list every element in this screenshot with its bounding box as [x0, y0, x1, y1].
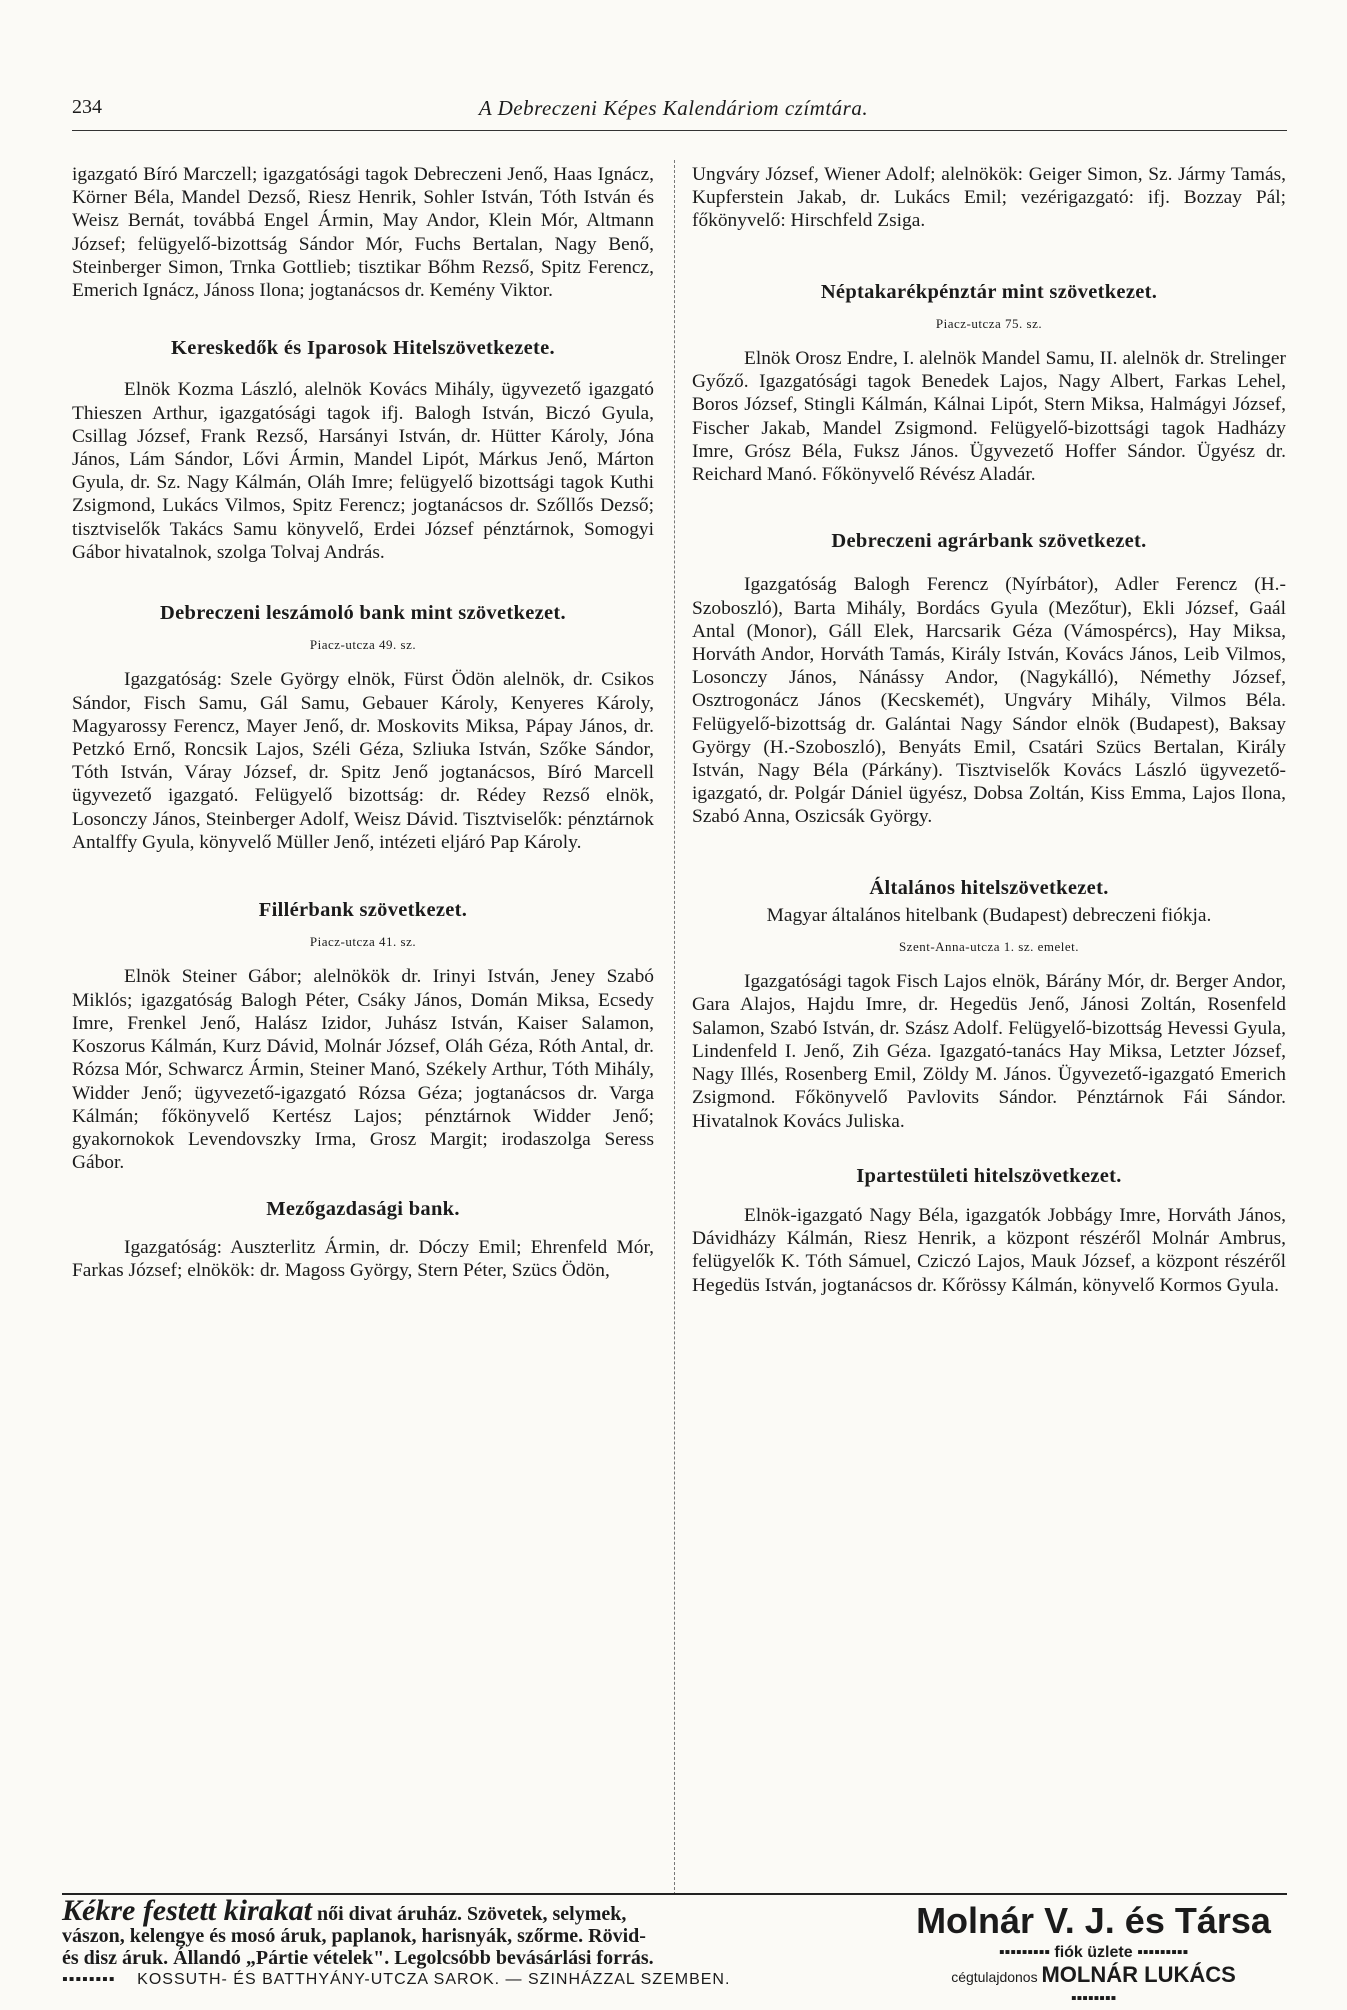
address-fillerbank: Piacz-utcza 41. sz. — [309, 934, 417, 950]
advert-line-3: és disz áruk. Állandó „Pártie vételek". Legolcsóbb bevásárlási forrás. — [62, 1947, 654, 1969]
advert-line-1-rest: női divat áruház. Szövetek, selymek, — [316, 1903, 627, 1925]
advert-dots-left: ▪▪▪▪▪▪▪▪ — [62, 1971, 116, 1988]
advert-line-4 — [62, 1969, 882, 1991]
subtitle-altalanos: Magyar általános hitelbank (Budapest) debreczeni fiókja. — [766, 904, 1212, 926]
advert-address: KOSSUTH- ÉS BATTHYÁNY-UTCZA SAROK. — SZINHÁZZAL SZEMBEN. — [137, 1971, 731, 1988]
advert-firm-block — [897, 1900, 1290, 2010]
section-title-ipartestuleti: Ipartestületi hitelszövetkezet. — [856, 1164, 1122, 1187]
advert-owner-label: cégtulajdonos — [951, 1969, 1038, 1985]
left-intro-text: igazgató Bíró Marczell; igazgatósági tagok Debreczeni Jenő, Haas Ignácz, Körner Béla, Mandel Dezső, Riesz Henrik, Sohler István, Tóth István és Weisz Bernát, továbbá Engel Ármin, May Andor, Klein Mór, Altmann József; felügyelő-bizottság Sándor Mór, Fuchs Bertalan, Nagy Benő, Steinberger Simon, Trnka Gottlieb; tisztikar Bőhm Rezső, Spitz Ferencz, Emerich Ignácz, Jánoss Ilona; jogtanácsos dr. Kemény Viktor. — [72, 164, 654, 302]
advert-lead: Kékre festett kirakat — [62, 1894, 312, 1927]
section-text-fillerbank: Elnök Steiner Gábor; alelnökök dr. Irinyi István, Jeney Szabó Miklós; igazgatóság Balogh Péter, Csáky János, Domán Miksa, Ecsedy Imre, Frenkel Jenő, Halász Izidor, Juhász István, Kaiser Salamon, Koszorus Kálmán, Kurz Dávid, Molnár József, Oláh Géza, Róth Antal, dr. Rózsa Mór, Schwarcz Ármin, Steiner Manó, Székely Arthur, Tóth Mihály, Widder Jenő; ügyvezető-igazgató Rózsa Géza; jogtanácsos dr. Varga Kálmán; főkönyvelő Kertész Lajos; pénztárnok Widder Jenő; gyakornokok Levendovszky Irma, Grosz Margit; irodaszolga Seress Gábor. — [72, 966, 654, 1174]
advert-firm-name: Molnár V. J. és Társa — [916, 1900, 1271, 1941]
advert-branch-line — [897, 1942, 1290, 1964]
section-text-kereskedok: Elnök Kozma László, alelnök Kovács Mihály, ügyvezető igazgató Thieszen Arthur, igazgatósági tagok ifj. Balogh István, Biczó Gyula, Csillag József, Frank Rezső, Harsányi István, dr. Hütter Károly, Jóna János, Lám Sándor, Lővi Ármin, Mandel Lipót, Márkus Jenő, Márton Gyula, dr. Sz. Nagy Kálmán, Oláh Imre; felügyelő bizottsági tagok Kuthi Zsigmond, Lukács Vilmos, Spitz Ferencz; jogtanácsos dr. Szőllős Dezső; tisztviselők Takács Samu könyvelő, Erdei József pénztárnok, Somogyi Gábor hivatalnok, szolga Tolvaj András. — [72, 379, 654, 563]
header-rule — [72, 130, 1287, 131]
left-column — [72, 163, 654, 1282]
advert-line-1 — [62, 1894, 882, 1927]
page-number: 234 — [72, 96, 102, 118]
running-title: A Debreczeni Képes Kalendáriom czímtára. — [478, 96, 869, 120]
section-text-agrarbank: Igazgatóság Balogh Ferencz (Nyírbátor), Adler Ferencz (H.-Szoboszló), Barta Mihály, Bordács Gyula (Mezőtur), Ekli József, Gaál Antal (Monor), Gáll Elek, Harcsarik Géza (Vámospércs), Hay Miksa, Horváth Andor, Horváth Tamás, Király István, Kovács János, Leib Vilmos, Losonczy János, Nánássy Andor, (Nagykálló), Némethy József, Osztrogonácz János (Kecskemét), Ungváry Mihály, Vilmos Béla. Felügyelő-bizottság dr. Galántai Nagy Sándor elnök (Budapest), Baksay György (H.-Szoboszló), Benyáts Emil, Csatári Szücs Bertalan, Király István, Nagy Béla (Párkány). Tisztviselők Kovács László ügyvezető-igazgató, dr. Polgár Dániel ügyész, Dobsa Zoltán, Kiss Emma, Lajos Ilona, Szabó Anna, Oszicsák György. — [692, 574, 1286, 828]
column-divider — [674, 160, 675, 1895]
advert-owner-line — [897, 1964, 1290, 1988]
advert-dots-branch-right: ▪▪▪▪▪▪▪▪▪ — [1137, 1944, 1189, 1961]
advert-dots-branch: ▪▪▪▪▪▪▪▪▪ — [998, 1944, 1050, 1961]
section-text-altalanos: Igazgatósági tagok Fisch Lajos elnök, Bárány Mór, dr. Berger Andor, Gara Alajos, Hajdu Imre, dr. Hegedüs Jenő, Jánosi Zoltán, Rosenfeld Salamon, Szabó István, dr. Szász Adolf. Felügyelő-bizottság Hevessi Gyula, Lindenfeld I. Jenő, Zih Géza. Igazgató-tanács Hay Miksa, Letzter József, Nagy Illés, Rosenberg Emil, Zöldy M. János. Ügyvezető-igazgató Emerich Zsigmond. Főkönyvelő Pavlovits Sándor. Pénztárnok Fái Sándor. Hivatalnok Kovács Juliska. — [692, 971, 1286, 1132]
section-title-mezogazdasagi: Mezőgazdasági bank. — [266, 1198, 460, 1221]
section-title-kereskedok: Kereskedők és Iparosok Hitelszövetkezete. — [171, 337, 555, 360]
advert-line-2: vászon, kelengye és mosó áruk, paplanok, harisnyák, szőrme. Rövid- — [62, 1925, 646, 1947]
right-column — [692, 163, 1286, 1297]
section-title-altalanos: Általános hitelszövetkezet. — [869, 876, 1109, 899]
advert-branch: fiók üzlete — [1054, 1944, 1133, 1961]
advert-text — [62, 1894, 882, 1991]
section-title-neptakarek: Néptakarékpénztár mint szövetkezet. — [820, 280, 1158, 303]
advert-dots-right: ▪▪▪▪▪▪▪▪ — [1070, 1990, 1117, 2007]
section-title-fillerbank: Fillérbank szövetkezet. — [258, 899, 468, 922]
section-text-mezogazdasagi: Igazgatóság: Auszterlitz Ármin, dr. Dóczy Emil; Ehrenfeld Mór, Farkas József; elnökök: dr. Magoss György, Stern Péter, Szücs Ödön, — [72, 1236, 654, 1281]
address-neptakarek: Piacz-utcza 75. sz. — [935, 315, 1043, 331]
address-altalanos: Szent-Anna-utcza 1. sz. emelet. — [898, 939, 1080, 955]
right-intro-text: Ungváry József, Wiener Adolf; alelnökök: Geiger Simon, Sz. Jármy Tamás, Kupferstein Jakab, dr. Lukács Emil; vezérigazgató: ifj. Bozzay Pál; főkönyvelő: Hirschfeld Zsiga. — [692, 164, 1286, 232]
section-text-ipartestuleti: Elnök-igazgató Nagy Béla, igazgatók Jobbágy Imre, Horváth János, Dávidházy Kálmán, Riesz Henrik, a központ részéről Molnár Ambrus, felügyelők K. Tóth Sámuel, Cziczó Lajos, Mauk József, a központ részéről Hegedüs István, jogtanácsos dr. Kőrössy Kálmán, könyvelő Kormos Gyula. — [692, 1204, 1286, 1296]
address-leszamolo: Piacz-utcza 49. sz. — [309, 637, 417, 653]
advertisement — [62, 1894, 1290, 2007]
section-title-leszamolo: Debreczeni leszámoló bank mint szövetkezet. — [160, 602, 566, 625]
section-text-neptakarek: Elnök Orosz Endre, I. alelnök Mandel Samu, II. alelnök dr. Strelinger Győző. Igazgatósági tagok Benedek Lajos, Nagy Albert, Farkas Lehel, Boros József, Stingli Kálmán, Kálnai Lipót, Stern Miksa, Halmágyi József, Fischer Jakab, Mandel Zsigmond. Felügyelő-bizottsági tagok Hadházy Imre, Grósz Béla, Fuksz János. Ügyvezető Hoffer Sándor. Ügyész dr. Reichard Manó. Főkönyvelő Révész Aladár. — [692, 348, 1286, 486]
section-text-leszamolo: Igazgatóság: Szele György elnök, Fürst Ödön alelnök, dr. Csikos Sándor, Fisch Samu, Gál Samu, Gebauer Károly, Kenyeres Károly, Magyarossy Ferencz, Mayer Jenő, dr. Moskovits Miksa, Pápay János, dr. Petzkó Ernő, Roncsik Lajos, Széli Géza, Szliuka István, Szőke Sándor, Tóth István, Váray József, dr. Spitz Jenő jogtanácsos, Bíró Marcell ügyvezető igazgató. Felügyelő bizottság: dr. Rédey Rezső elnök, Losonczy János, Steinberger Adolf, Weisz Dávid. Tisztviselők: pénztárnok Antalffy Gyula, könyvelő Müller Jenő, intézeti eljáró Pap Károly. — [72, 669, 654, 853]
section-title-agrarbank: Debreczeni agrárbank szövetkezet. — [831, 530, 1147, 553]
advert-owner-name: MOLNÁR LUKÁCS — [1041, 1962, 1236, 1987]
